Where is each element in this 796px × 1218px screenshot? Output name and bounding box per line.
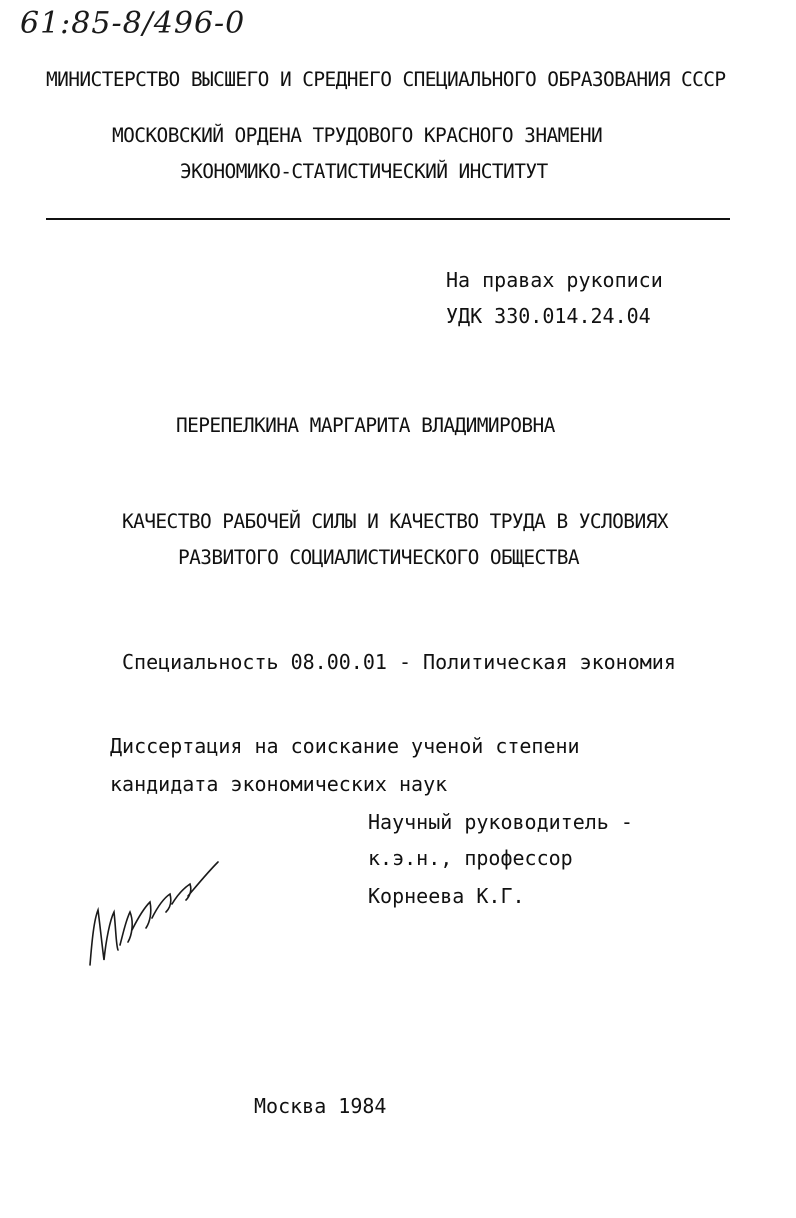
supervisor-role: Научный руководитель - <box>368 810 633 834</box>
place-year: Москва 1984 <box>254 1094 387 1118</box>
handwritten-signature <box>80 850 230 980</box>
ministry-line: МИНИСТЕРСТВО ВЫСШЕГО И СРЕДНЕГО СПЕЦИАЛЬНОГО ОБРАЗОВАНИЯ СССР <box>46 68 726 91</box>
dissertation-line-2: кандидата экономических наук <box>110 772 448 796</box>
supervisor-name: Корнеева К.Г. <box>368 884 525 908</box>
archive-code: 61:85-8/496-0 <box>20 6 246 41</box>
dissertation-line-1: Диссертация на соискание ученой степени <box>110 734 580 758</box>
rights-note: На правах рукописи <box>446 268 663 292</box>
title-line-1: КАЧЕСТВО РАБОЧЕЙ СИЛЫ И КАЧЕСТВО ТРУДА В УСЛОВИЯХ <box>122 510 668 533</box>
institute-line-1: МОСКОВСКИЙ ОРДЕНА ТРУДОВОГО КРАСНОГО ЗНАМЕНИ <box>112 124 603 147</box>
institute-line-2: ЭКОНОМИКО-СТАТИСТИЧЕСКИЙ ИНСТИТУТ <box>180 160 548 183</box>
header-divider <box>46 218 730 220</box>
udk-code: УДК 330.014.24.04 <box>446 304 651 328</box>
supervisor-degree: к.э.н., профессор <box>368 846 573 870</box>
specialty-line: Специальность 08.00.01 - Политическая экономия <box>122 650 676 674</box>
author-name: ПЕРЕПЕЛКИНА МАРГАРИТА ВЛАДИМИРОВНА <box>176 414 555 437</box>
title-line-2: РАЗВИТОГО СОЦИАЛИСТИЧЕСКОГО ОБЩЕСТВА <box>178 546 580 569</box>
